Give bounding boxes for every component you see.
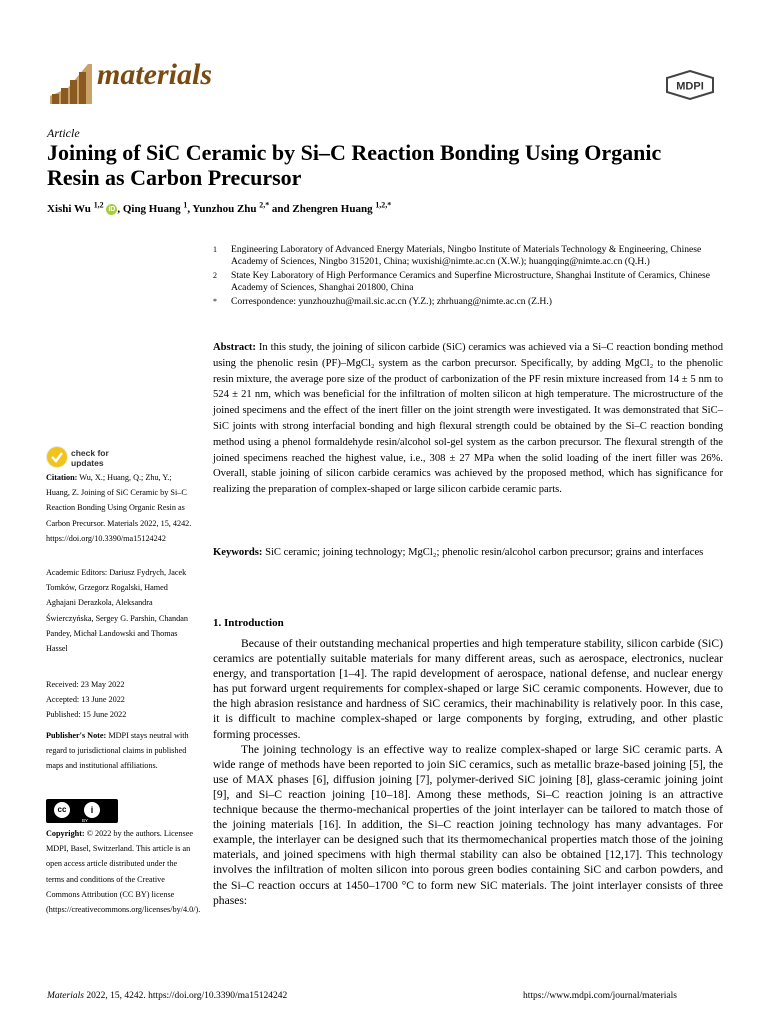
- author-list: [47, 200, 392, 215]
- footer-doi: 2022, 15, 4242. https://doi.org/10.3390/ma15124242: [83, 991, 288, 1001]
- introduction-body: [213, 636, 723, 908]
- journal-name: materials: [97, 58, 213, 91]
- footer-journal: Materials: [47, 991, 84, 1001]
- received-date: Received: 23 May 2022: [46, 680, 125, 689]
- journal-logo-icon: [46, 60, 92, 104]
- cc-icon: cc: [54, 802, 70, 818]
- citation-text: Wu, X.; Huang, Q.; Zhu, Y.; Huang, Z. Joining of SiC Ceramic by Si–C Reaction Bonding Using Organic Resin as Carbon Precursor. Materials 2022, 15, 4242. https://doi.org/10.3390/ma15124242: [46, 473, 192, 543]
- accepted-date: Accepted: 13 June 2022: [46, 695, 125, 704]
- copyright: [46, 826, 201, 917]
- author-separator: and: [269, 203, 293, 215]
- author-separator: ,: [187, 203, 193, 215]
- affiliation-text: State Key Laboratory of High Performance Ceramics and Superfine Microstructure, Shanghai Institute of Ceramics, Chinese Academy of Sciences, Shanghai 201800, China: [231, 269, 711, 294]
- section-heading: 1. Introduction: [213, 617, 284, 629]
- keywords: [213, 545, 723, 561]
- intro-paragraph-1: Because of their outstanding mechanical properties and high temperature stability, silicon carbide (SiC) ceramics are potentially suitable materials for many different areas, such as aerospace, electronics, nuclear energy, and transportation [1–4]. The rapid development of aerospace, national defense, and nuclear energy has put forward urgent requirements for complex-shaped or large SiC ceramic components. However, due to the high abrasion resistance and hardness of SiC ceramics, their machinability is relatively poor. In this case, it is difficult to machine complex-shaped or large components by forging, extruding, and other plastic forming processes.: [213, 637, 723, 741]
- publisher-note-text: MDPI stays neutral with regard to jurisdictional claims in published maps and institutional affiliations.: [46, 731, 189, 771]
- check-updates-line1: check for: [71, 448, 109, 458]
- article-type: Article: [47, 126, 80, 140]
- author-name: Xishi Wu: [47, 203, 94, 215]
- affiliation-text: Engineering Laboratory of Advanced Energy Materials, Ningbo Institute of Materials Technology & Engineering, Chinese Academy of Sciences, Ningbo 315201, China; wuxishi@nimte.ac.cn (X.W.); huangqing@nimte.ac.cn (Q.H.): [231, 244, 702, 268]
- academic-editors: Academic Editors: Dariusz Fydrych, Jacek Tomków, Grzegorz Rogalski, Hamed Aghajani Derazkola, Aleksandra Świerczyńska, Sergey G. Parshin, Chandan Pandey, Michał Landowski and Thomas Hassel: [46, 568, 188, 654]
- author-affiliation-mark: 1,2,*: [375, 200, 392, 210]
- copyright-label: Copyright:: [46, 829, 85, 838]
- affiliation-item: [213, 296, 723, 308]
- affiliation-item: [213, 270, 723, 295]
- orcid-icon[interactable]: iD: [108, 205, 116, 213]
- check-updates-line2: updates: [71, 458, 104, 468]
- published-date: Published: 15 June 2022: [46, 710, 127, 719]
- affiliation-mark: 1: [213, 245, 217, 254]
- keywords-text: SiC ceramic; joining technology; MgCl₂; phenolic resin/alcohol carbon precursor; grains and interfaces: [265, 547, 704, 558]
- cc-by-label: BY: [82, 818, 89, 823]
- author-affiliation-mark: 1,2: [93, 200, 104, 210]
- attribution-icon: i: [84, 802, 100, 818]
- article-title: Joining of SiC Ceramic by Si–C Reaction Bonding Using Organic Resin as Carbon Precursor: [47, 140, 662, 190]
- author-affiliation-mark: 2,*: [259, 200, 270, 210]
- author-separator: ,: [117, 203, 123, 215]
- abstract-label: Abstract:: [213, 342, 256, 353]
- cc-by-license-badge[interactable]: [46, 799, 118, 823]
- author-name: Yunzhou Zhu: [192, 203, 260, 215]
- citation-label: Citation:: [46, 473, 78, 482]
- intro-paragraph-2: The joining technology is an effective way to realize complex-shaped or large SiC ceramic parts. A wide range of methods have been reported to join SiC ceramics, such as metallic braze-based joining [5], the use of MAX phases [6], diffusion joining [7], polymer-derived SiC joining [8], glass-ceramic joining joint [9], and Si–C reaction joining [10–18]. Among these methods, Si–C reaction joining is an attractive technique because the thermo-mechanical properties of the joint interlayer can be tailored to match those of the joining materials [16]. In addition, the Si–C reaction joining technology has many advantages. For example, the interlayer can be designed such that its thermomechanical properties match those of the joining materials, and joined specimens with high thermal stability can also be obtained [12,17]. This technology involves the infiltration of molten silicon into porous green bodies containing SiC and carbon powders, and the Si–C reaction occurs at 1450–1700 °C to form new SiC materials. The joint interlayer consists of three phases:: [213, 742, 723, 907]
- citation: [46, 470, 194, 546]
- author-name: Zhengren Huang: [292, 203, 376, 215]
- author-affiliation-mark: 1: [183, 200, 188, 210]
- copyright-text: © 2022 by the authors. Licensee MDPI, Basel, Switzerland. This article is an open access article distributed under the terms and conditions of the Creative Commons Attribution (CC BY) license (https://creativecommons.org/licenses/by/4.0/).: [46, 829, 201, 915]
- keywords-label: Keywords:: [213, 547, 263, 558]
- affiliation-item: [213, 244, 723, 269]
- affiliations: [213, 244, 723, 309]
- publisher-name: MDPI: [676, 80, 704, 93]
- abstract-text: In this study, the joining of silicon carbide (SiC) ceramics was achieved via a Si–C reaction bonding method using the phenolic resin (PF)–MgCl₂ system as the carbon precursor. Specifically, by adding MgCl₂ to the phenolic resin mixture, the average pore size of the product of carbonization of the PF resin mixture increased from 14 ± 5 nm to 524 ± 21 nm, which was beneficial for the infiltration of molten silicon at high temperature. The microstructure of the joined specimens and the effect of the inert filler on the joint strength were investigated. It was demonstrated that SiC–SiC joints with strong interfacial bonding and high flexural strength could be obtained by the Si–C reaction bonding method using a phenol formaldehyde resin/alcohol sol-gel system as the carbon precursor. The flexural strength of the joined specimens reached the highest value, i.e., 308 ± 27 MPa when the solid loading of the inert filler was 26%. Overall, stable joining of silicon carbide ceramics was achieved by the proposed method, which has significance for realizing the preparation of complex-shaped or large silicon carbide ceramic parts.: [213, 342, 724, 496]
- author-name: Qing Huang: [122, 203, 184, 215]
- affiliation-text: Correspondence: yunzhouzhu@mail.sic.ac.cn (Y.Z.); zhrhuang@nimte.ac.cn (Z.H.): [231, 295, 552, 307]
- abstract: [213, 340, 723, 498]
- footer-citation: [47, 991, 287, 1001]
- affiliation-mark: *: [213, 296, 217, 306]
- footer-journal-url[interactable]: https://www.mdpi.com/journal/materials: [523, 991, 677, 1001]
- publisher-note: [46, 728, 194, 774]
- check-updates-icon: [46, 446, 68, 468]
- publisher-note-label: Publisher's Note:: [46, 731, 107, 740]
- affiliation-mark: 2: [213, 270, 217, 280]
- mdpi-logo-icon: [665, 70, 715, 100]
- check-for-updates-button[interactable]: [46, 446, 156, 472]
